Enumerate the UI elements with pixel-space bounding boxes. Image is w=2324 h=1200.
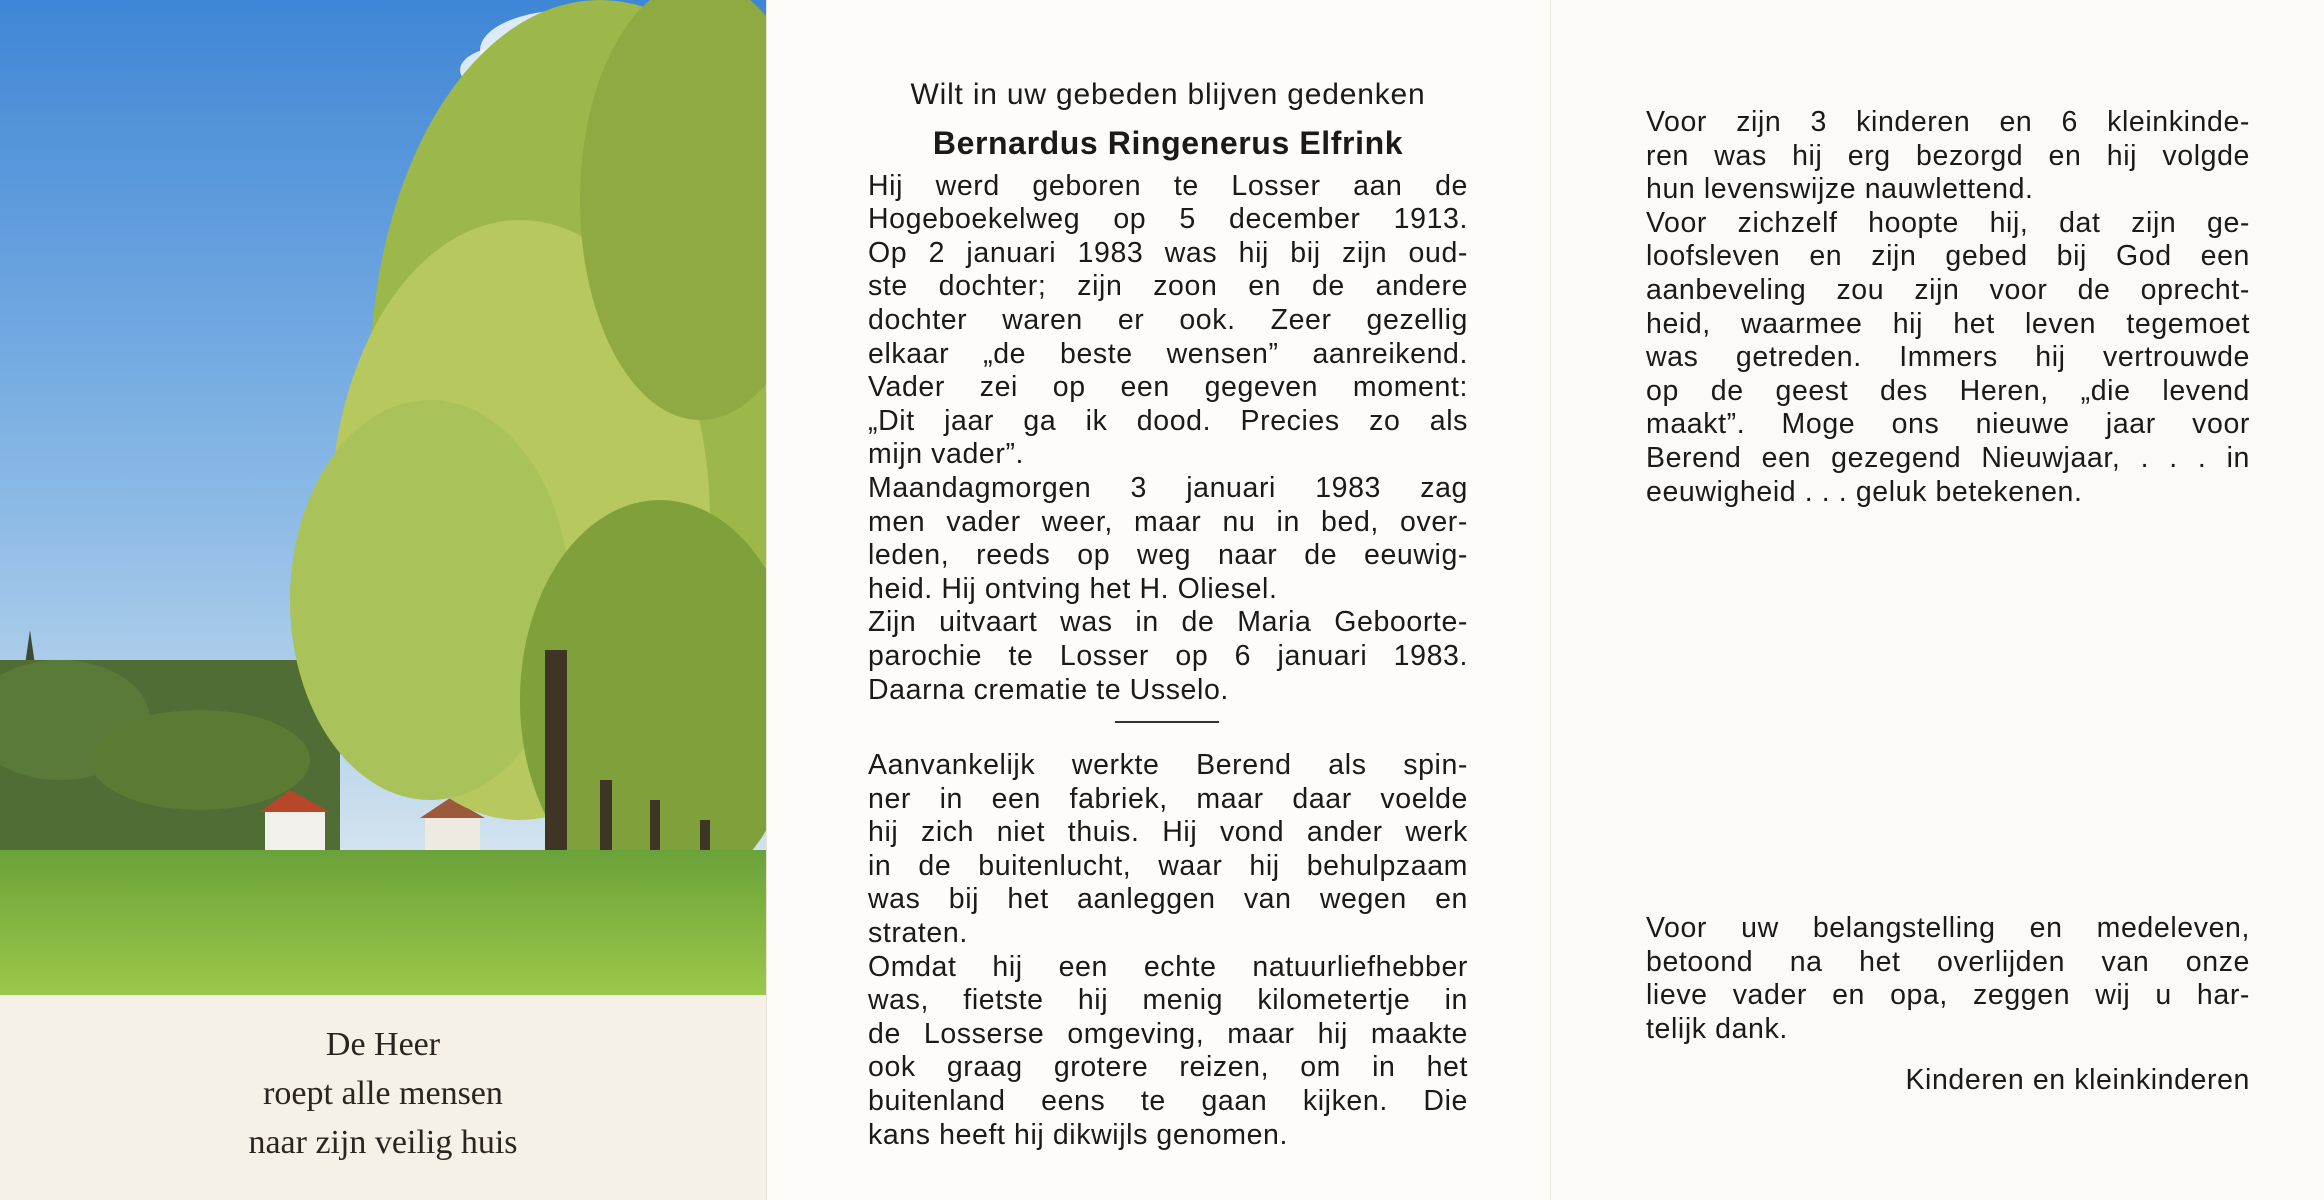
photo-caption [0, 1020, 766, 1167]
text-line: mijn vader”. [868, 438, 1025, 471]
reflection-text [1646, 106, 2250, 509]
landscape-photo [0, 0, 766, 995]
paragraph [1646, 912, 2250, 1046]
paragraph-group [1646, 912, 2250, 1046]
caption-line: De Heer [325, 1026, 441, 1063]
text-line: lieve vader en opa, zeggen wij u har- [1646, 979, 2250, 1012]
text-line: was bij het aanleggen van wegen en [868, 883, 1468, 916]
text-line: heid. Hij ontving het H. Oliesel. [868, 572, 1278, 605]
text-line: hij zich niet thuis. Hij vond ander werk [868, 816, 1468, 849]
paragraph [868, 749, 1468, 951]
obituary-text-bottom [868, 749, 1468, 1152]
text-line: maakt”. Moge ons nieuwe jaar voor [1646, 408, 2250, 441]
paragraph [868, 472, 1468, 606]
text-line: hun levenswijze nauwlettend. [1646, 173, 2034, 206]
paragraph [868, 951, 1468, 1153]
text-line: Zijn uitvaart was in de Maria Geboorte- [868, 606, 1468, 639]
caption-line: naar zijn veilig huis [248, 1124, 518, 1161]
text-line: betoond na het overlijden van onze [1646, 945, 2250, 978]
farmhouse [265, 810, 325, 850]
text-line: dochter waren er ook. Zeer gezellig [868, 303, 1468, 336]
text-line: Maandagmorgen 3 januari 1983 zag [868, 471, 1468, 504]
text-line: Omdat hij een echte natuurliefhebber [868, 950, 1468, 983]
text-line: buitenland eens te gaan kijken. Die [868, 1084, 1468, 1117]
text-line: was, fietste hij menig kilometertje in [868, 984, 1468, 1017]
text-line: Voor zijn 3 kinderen en 6 kleinkinde- [1646, 106, 2250, 138]
text-line: Daarna crematie te Usselo. [868, 673, 1229, 706]
text-line: ren was hij erg bezorgd en hij volgde [1646, 139, 2250, 172]
paragraph-group [868, 170, 1468, 708]
text-line: eeuwigheid . . . geluk betekenen. [1646, 475, 2083, 508]
text-line: aanbeveling zou zijn voor de oprecht- [1646, 273, 2250, 306]
paragraph [1646, 106, 2250, 207]
text-line: leden, reeds op weg naar de eeuwig- [868, 539, 1468, 572]
text-line: straten. [868, 916, 968, 949]
text-line: „Dit jaar ga ik dood. Precies zo als [868, 404, 1468, 437]
text-line: telijk dank. [1646, 1012, 1788, 1045]
meadow [0, 850, 766, 995]
paragraph [868, 606, 1468, 707]
text-line: Hogeboekelweg op 5 december 1913. [868, 203, 1468, 236]
paragraph [868, 170, 1468, 472]
text-line: kans heeft hij dikwijls genomen. [868, 1118, 1288, 1151]
thanks-text [1646, 912, 2250, 1098]
text-line: heid, waarmee hij het leven tegemoet [1646, 307, 2250, 340]
heading: Wilt in uw gebeden blijven gedenken [910, 78, 1426, 111]
text-line: ook graag grotere reizen, om in het [868, 1051, 1468, 1084]
right-panel [1550, 0, 2324, 1200]
middle-panel [766, 0, 1551, 1200]
text-line: Op 2 januari 1983 was hij bij zijn oud- [868, 236, 1468, 269]
text-line: Vader zei op een gegeven moment: [868, 371, 1468, 404]
text-line: ste dochter; zijn zoon en de andere [868, 270, 1468, 303]
text-line: de Losserse omgeving, maar hij maakte [868, 1017, 1468, 1050]
text-line: Hij werd geboren te Losser aan de [868, 169, 1468, 202]
signature: Kinderen en kleinkinderen [1905, 1064, 2250, 1097]
text-line: ner in een fabriek, maar daar voelde [868, 782, 1468, 815]
paragraph [1646, 207, 2250, 509]
caption-line: roept alle mensen [263, 1075, 503, 1112]
text-line: was getreden. Immers hij vertrouwde [1646, 341, 2250, 374]
text-line: men vader weer, maar nu in bed, over- [868, 505, 1468, 538]
text-line: in de buitenlucht, waar hij behulpzaam [868, 849, 1468, 882]
text-line: parochie te Losser op 6 januari 1983. [868, 639, 1468, 672]
text-line: Berend een gezegend Nieuwjaar, . . . in [1646, 441, 2250, 474]
photo-panel [0, 0, 766, 1200]
text-line: op de geest des Heren, „die levend [1646, 374, 2250, 407]
divider [1115, 721, 1219, 723]
text-line: Voor zichzelf hoopte hij, dat zijn ge- [1646, 206, 2250, 239]
obituary-text-top [868, 78, 1468, 707]
text-line: Aanvankelijk werkte Berend als spin- [868, 749, 1468, 781]
text-line: elkaar „de beste wensen” aanreikend. [868, 337, 1468, 370]
text-line: Voor uw belangstelling en medeleven, [1646, 912, 2250, 944]
text-line: loofsleven en zijn gebed bij God een [1646, 240, 2250, 273]
paragraph-group [868, 749, 1468, 1152]
paragraph-group [1646, 106, 2250, 509]
deceased-name: Bernardus Ringenerus Elfrink [932, 124, 1404, 161]
